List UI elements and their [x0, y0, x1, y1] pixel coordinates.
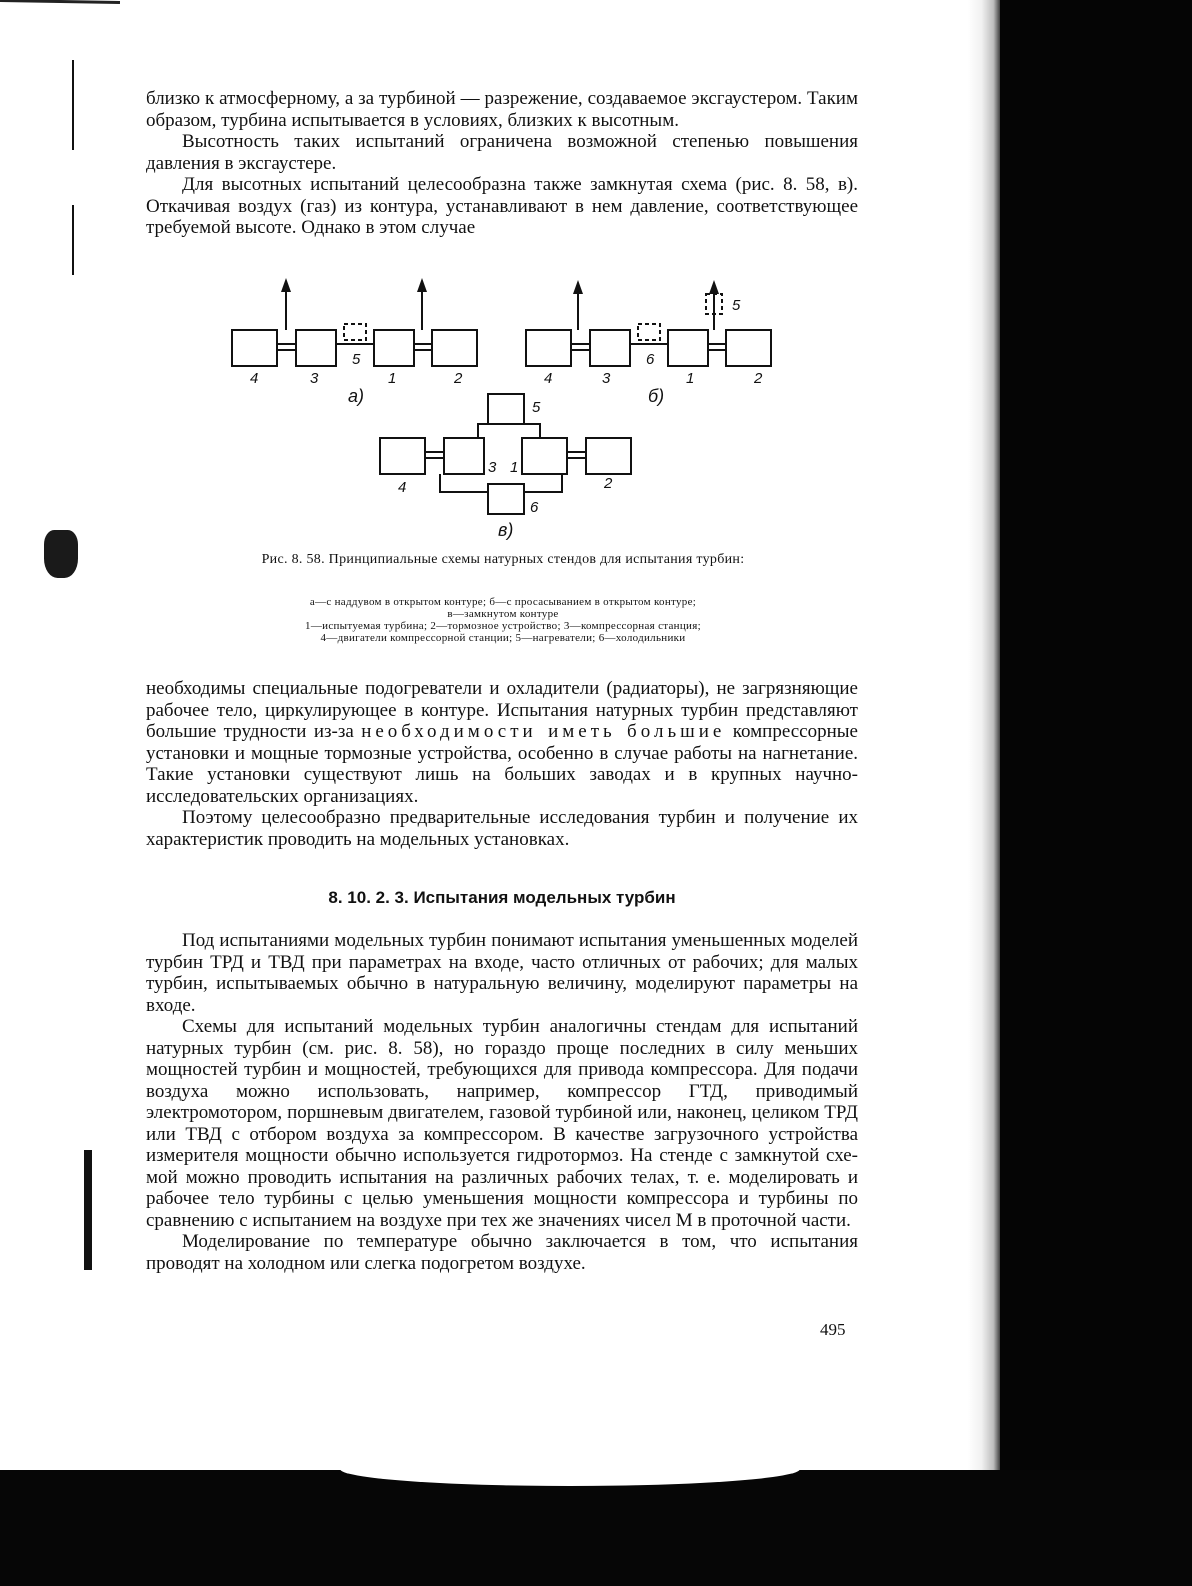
label-b-5: 5	[732, 297, 741, 314]
text-block-middle	[146, 678, 858, 850]
legend-line: а—с наддувом в открытом контуре; б—с просасыванием в открытом контуре;	[309, 596, 697, 608]
page-number: 495	[820, 1320, 846, 1339]
paragraph: Под испытаниями модельных турбин понимают испытания уменьшенных моделей турбин ТРД и ТВД при параметрах на входе, часто отличных от рабочих; для малых турбин, испытываемых обычно в натуральную величину, моделируют параметры на входе.	[146, 930, 858, 1016]
label-a-3: 1	[388, 370, 397, 387]
paragraph	[146, 678, 858, 807]
block-4a	[232, 330, 277, 366]
legend-line: 4—двигатели компрессорной станции; 5—нагреватели; 6—холодильники	[320, 632, 686, 644]
paragraph: Высотность таких испытаний ограничена возможной степенью повышения давления в эксгаустере.	[146, 131, 858, 174]
block-2c	[586, 438, 631, 474]
label-b-1: 3	[602, 370, 611, 387]
binding-mark	[72, 60, 74, 150]
text-block-top	[146, 88, 858, 239]
paragraph-part: необходимы специальные подогреватели и охладители (радиаторы), не загрязняющие рабочее тело, циркулирующее в контуре. Испытания натурных турбин представляют большие трудности из-за	[146, 678, 858, 742]
page-edge-shadow	[968, 0, 1002, 1480]
block-5c	[488, 394, 524, 424]
block-6b	[638, 324, 660, 340]
block-5a	[344, 324, 366, 340]
block-2a	[432, 330, 477, 366]
figure-caption-legend	[220, 596, 786, 644]
scan-blot	[44, 530, 78, 578]
paragraph: Поэтому целесообразно предварительные исследования турбин и получение их характеристик проводить на модельных установках.	[146, 807, 858, 850]
label-a-2: 5	[352, 351, 361, 368]
caption-a: а)	[348, 386, 365, 406]
block-1b	[668, 330, 708, 366]
paragraph: Схемы для испытаний модельных турбин аналогичны стендам для испытаний натурных турбин (см. рис. 8. 58), но гораздо проще последних в силу меньших мощностей турбин и мощностей, требующихся для привода компрессора. Для подачи воздуха можно использовать, например, компрессор ГТД, приводимый электромотором, поршневым двигателем, газовой турбиной или, наконец, целиком ТРД или ТВД с отбором воздуха за компрессором. В качестве загрузочного устройства измерителя мощности обычно используется гидротормоз. На стенде с замкнутой схемой можно проводить испытания на различных рабочих телах, т. е. моделировать и рабочее тело турбины с целью уменьшения мощности компрессора и турбины по сравнению с испытанием на воздухе при тех же значениях чисел М в проточной части.	[146, 1016, 858, 1231]
label-a-4: 2	[454, 370, 463, 387]
paragraph: Моделирование по температуре обычно заключается в том, что испытания проводят на холодном или слегка подогретом воздухе.	[146, 1231, 858, 1274]
block-1c	[522, 438, 567, 474]
paragraph: Для высотных испытаний целесообразна также замкнутая схема (рис. 8. 58, в). Откачивая воздух (газ) из контура, устанавливают в нем давление, соответствующее требуемой высоте. Однако в этом случае	[146, 174, 858, 238]
block-3a	[296, 330, 336, 366]
label-c-1: 4	[398, 479, 407, 496]
label-b-3: 1	[686, 370, 695, 387]
section-heading: 8. 10. 2. 3. Испытания модельных турбин	[328, 888, 676, 907]
block-3b	[590, 330, 630, 366]
scan-mark-top	[0, 0, 120, 4]
label-c-0: 5	[532, 399, 541, 416]
label-c-4: 2	[604, 475, 613, 492]
block-1a	[374, 330, 414, 366]
schematic-diagram	[222, 278, 802, 546]
figure-8-58	[222, 278, 802, 546]
paragraph: близко к атмосферному, а за турбиной — разрежение, создаваемое эксгаустером. Таким образом, турбина испытывается в условиях, близких к высотным.	[146, 88, 858, 131]
label-b-4: 2	[754, 370, 763, 387]
figure-caption-title: Рис. 8. 58. Принципиальные схемы натурных стендов для испытания турбин:	[261, 552, 745, 567]
scan-border-right	[1000, 0, 1192, 1586]
label-c-2: 3	[488, 459, 497, 476]
label-b-0: 4	[544, 370, 553, 387]
label-a-1: 3	[310, 370, 319, 387]
block-3c	[444, 438, 484, 474]
binding-mark	[84, 1150, 92, 1270]
block-2b	[726, 330, 771, 366]
legend-line: в—замкнутом контуре	[447, 608, 559, 620]
label-c-3: 1	[510, 459, 519, 476]
label-b-2: 6	[646, 351, 655, 368]
binding-mark	[72, 205, 74, 275]
block-4b	[526, 330, 571, 366]
block-4c	[380, 438, 425, 474]
legend-line: 1—испытуемая турбина; 2—тормозное устройство; 3—компрессорная станция;	[305, 620, 701, 632]
block-6c	[488, 484, 524, 514]
label-c-5: 6	[530, 499, 539, 516]
page-curl	[340, 1452, 800, 1486]
caption-b: б)	[648, 386, 665, 406]
label-a-0: 4	[250, 370, 259, 387]
paragraph-part: компрессорные установки и мощные тормозные устройства, особенно в случае работы на нагнетание. Такие установки существуют лишь на больших заводах и в крупных научно-исследовательских организациях.	[146, 721, 858, 807]
spaced-emphasis: необходимости иметь большие	[361, 721, 726, 742]
text-block-bottom	[146, 930, 858, 1274]
caption-c: в)	[498, 520, 514, 540]
scan-border-bottom	[0, 1470, 1192, 1586]
